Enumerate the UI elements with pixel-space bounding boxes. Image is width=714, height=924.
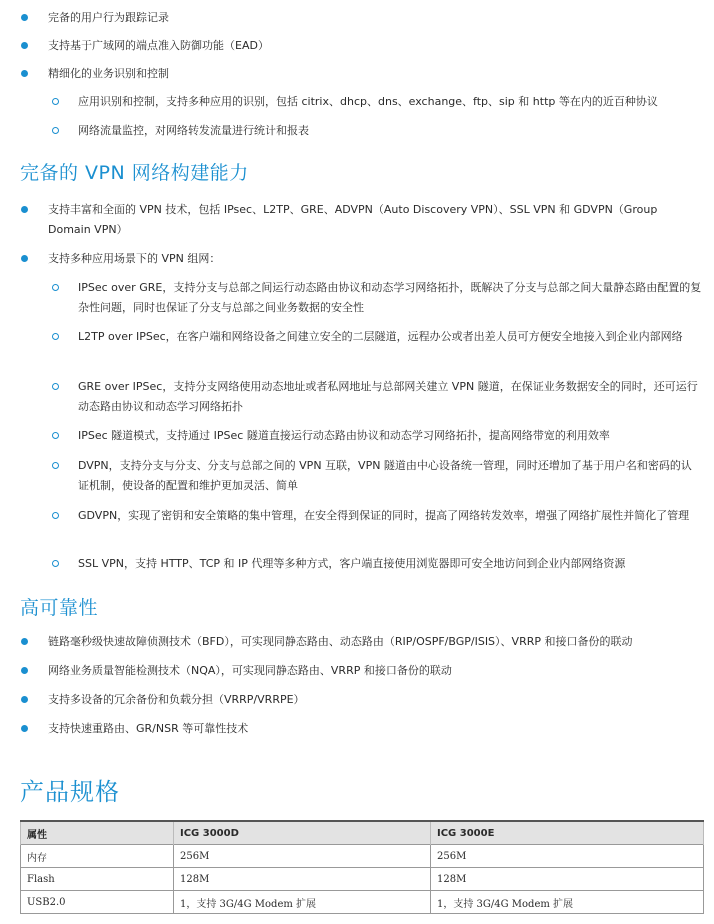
- section-title-vpn: 完备的 VPN 网络构建能力: [20, 162, 249, 184]
- table-cell: 256M: [174, 845, 431, 868]
- table-cell: USB2.0: [21, 891, 174, 914]
- sub-list-item: GRE over IPSec，支持分支网络使用动态地址或者私网地址与总部网关建立 VPN 隧道，在保证业务数据安全的同时，还可运行动态路由协议和动态学习网络拓扑: [78, 377, 702, 417]
- list-item: 精细化的业务识别和控制: [48, 64, 700, 84]
- spec-table: [20, 820, 704, 914]
- sub-list-item: DVPN，支持分支与分支、分支与总部之间的 VPN 互联，VPN 隧道由中心设备统一管理，同时还增加了基于用户名和密码的认证机制，使设备的配置和维护更加灵活、简单: [78, 456, 702, 496]
- list-item: 支持多种应用场景下的 VPN 组网：: [48, 249, 700, 269]
- table-cell: 内存: [21, 845, 174, 868]
- sub-list-item: IPSec 隧道模式，支持通过 IPSec 隧道直接运行动态路由协议和动态学习网络拓扑，提高网络带宽的利用效率: [78, 426, 702, 446]
- sub-list-item: 应用识别和控制，支持多种应用的识别，包括 citrix、dhcp、dns、exchange、ftp、sip 和 http 等在内的近百种协议: [78, 92, 702, 112]
- table-cell: 128M: [174, 868, 431, 891]
- section-title-reliability: 高可靠性: [20, 597, 99, 619]
- table-row: [21, 891, 704, 914]
- list-item: 支持快速重路由、GR/NSR 等可靠性技术: [48, 719, 700, 739]
- table-header: 属性: [21, 821, 174, 845]
- table-cell: 128M: [431, 868, 704, 891]
- table-cell: Flash: [21, 868, 174, 891]
- list-item: 支持基于广域网的端点准入防御功能（EAD）: [48, 36, 700, 56]
- table-header: ICG 3000D: [174, 821, 431, 845]
- sub-list-item: GDVPN，实现了密钥和安全策略的集中管理，在安全得到保证的同时，提高了网络转发效率，增强了网络扩展性并简化了管理: [78, 506, 702, 526]
- table-row: [21, 868, 704, 891]
- sub-list-item: L2TP over IPSec，在客户端和网络设备之间建立安全的二层隧道，远程办公或者出差人员可方便安全地接入到企业内部网络: [78, 327, 702, 347]
- sub-list-item: 网络流量监控，对网络转发流量进行统计和报表: [78, 121, 702, 141]
- table-row: [21, 845, 704, 868]
- table-header-row: [21, 821, 704, 845]
- list-item: 支持多设备的冗余备份和负载分担（VRRP/VRRPE）: [48, 690, 700, 710]
- sub-list-item: IPSec over GRE，支持分支与总部之间运行动态路由协议和动态学习网络拓扑，既解决了分支与总部之间大量静态路由配置的复杂性问题，同时也保证了分支与总部之间业务数据的安全性: [78, 278, 702, 318]
- list-item: 网络业务质量智能检测技术（NQA），可实现同静态路由、VRRP 和接口备份的联动: [48, 661, 700, 681]
- table-header: ICG 3000E: [431, 821, 704, 845]
- sub-list-item: SSL VPN，支持 HTTP、TCP 和 IP 代理等多种方式，客户端直接使用浏览器即可安全地访问到企业内部网络资源: [78, 554, 702, 574]
- list-item: 完备的用户行为跟踪记录: [48, 8, 700, 28]
- list-item: 支持丰富和全面的 VPN 技术，包括 IPsec、L2TP、GRE、ADVPN（Auto Discovery VPN）、SSL VPN 和 GDVPN（Group Domain VPN）: [48, 200, 700, 240]
- table-cell: 1，支持 3G/4G Modem 扩展: [174, 891, 431, 914]
- table-cell: 1，支持 3G/4G Modem 扩展: [431, 891, 704, 914]
- table-cell: 256M: [431, 845, 704, 868]
- section-title-specs: 产品规格: [20, 778, 120, 806]
- list-item: 链路毫秒级快速故障侦测技术（BFD），可实现同静态路由、动态路由（RIP/OSPF/BGP/ISIS）、VRRP 和接口备份的联动: [48, 632, 700, 652]
